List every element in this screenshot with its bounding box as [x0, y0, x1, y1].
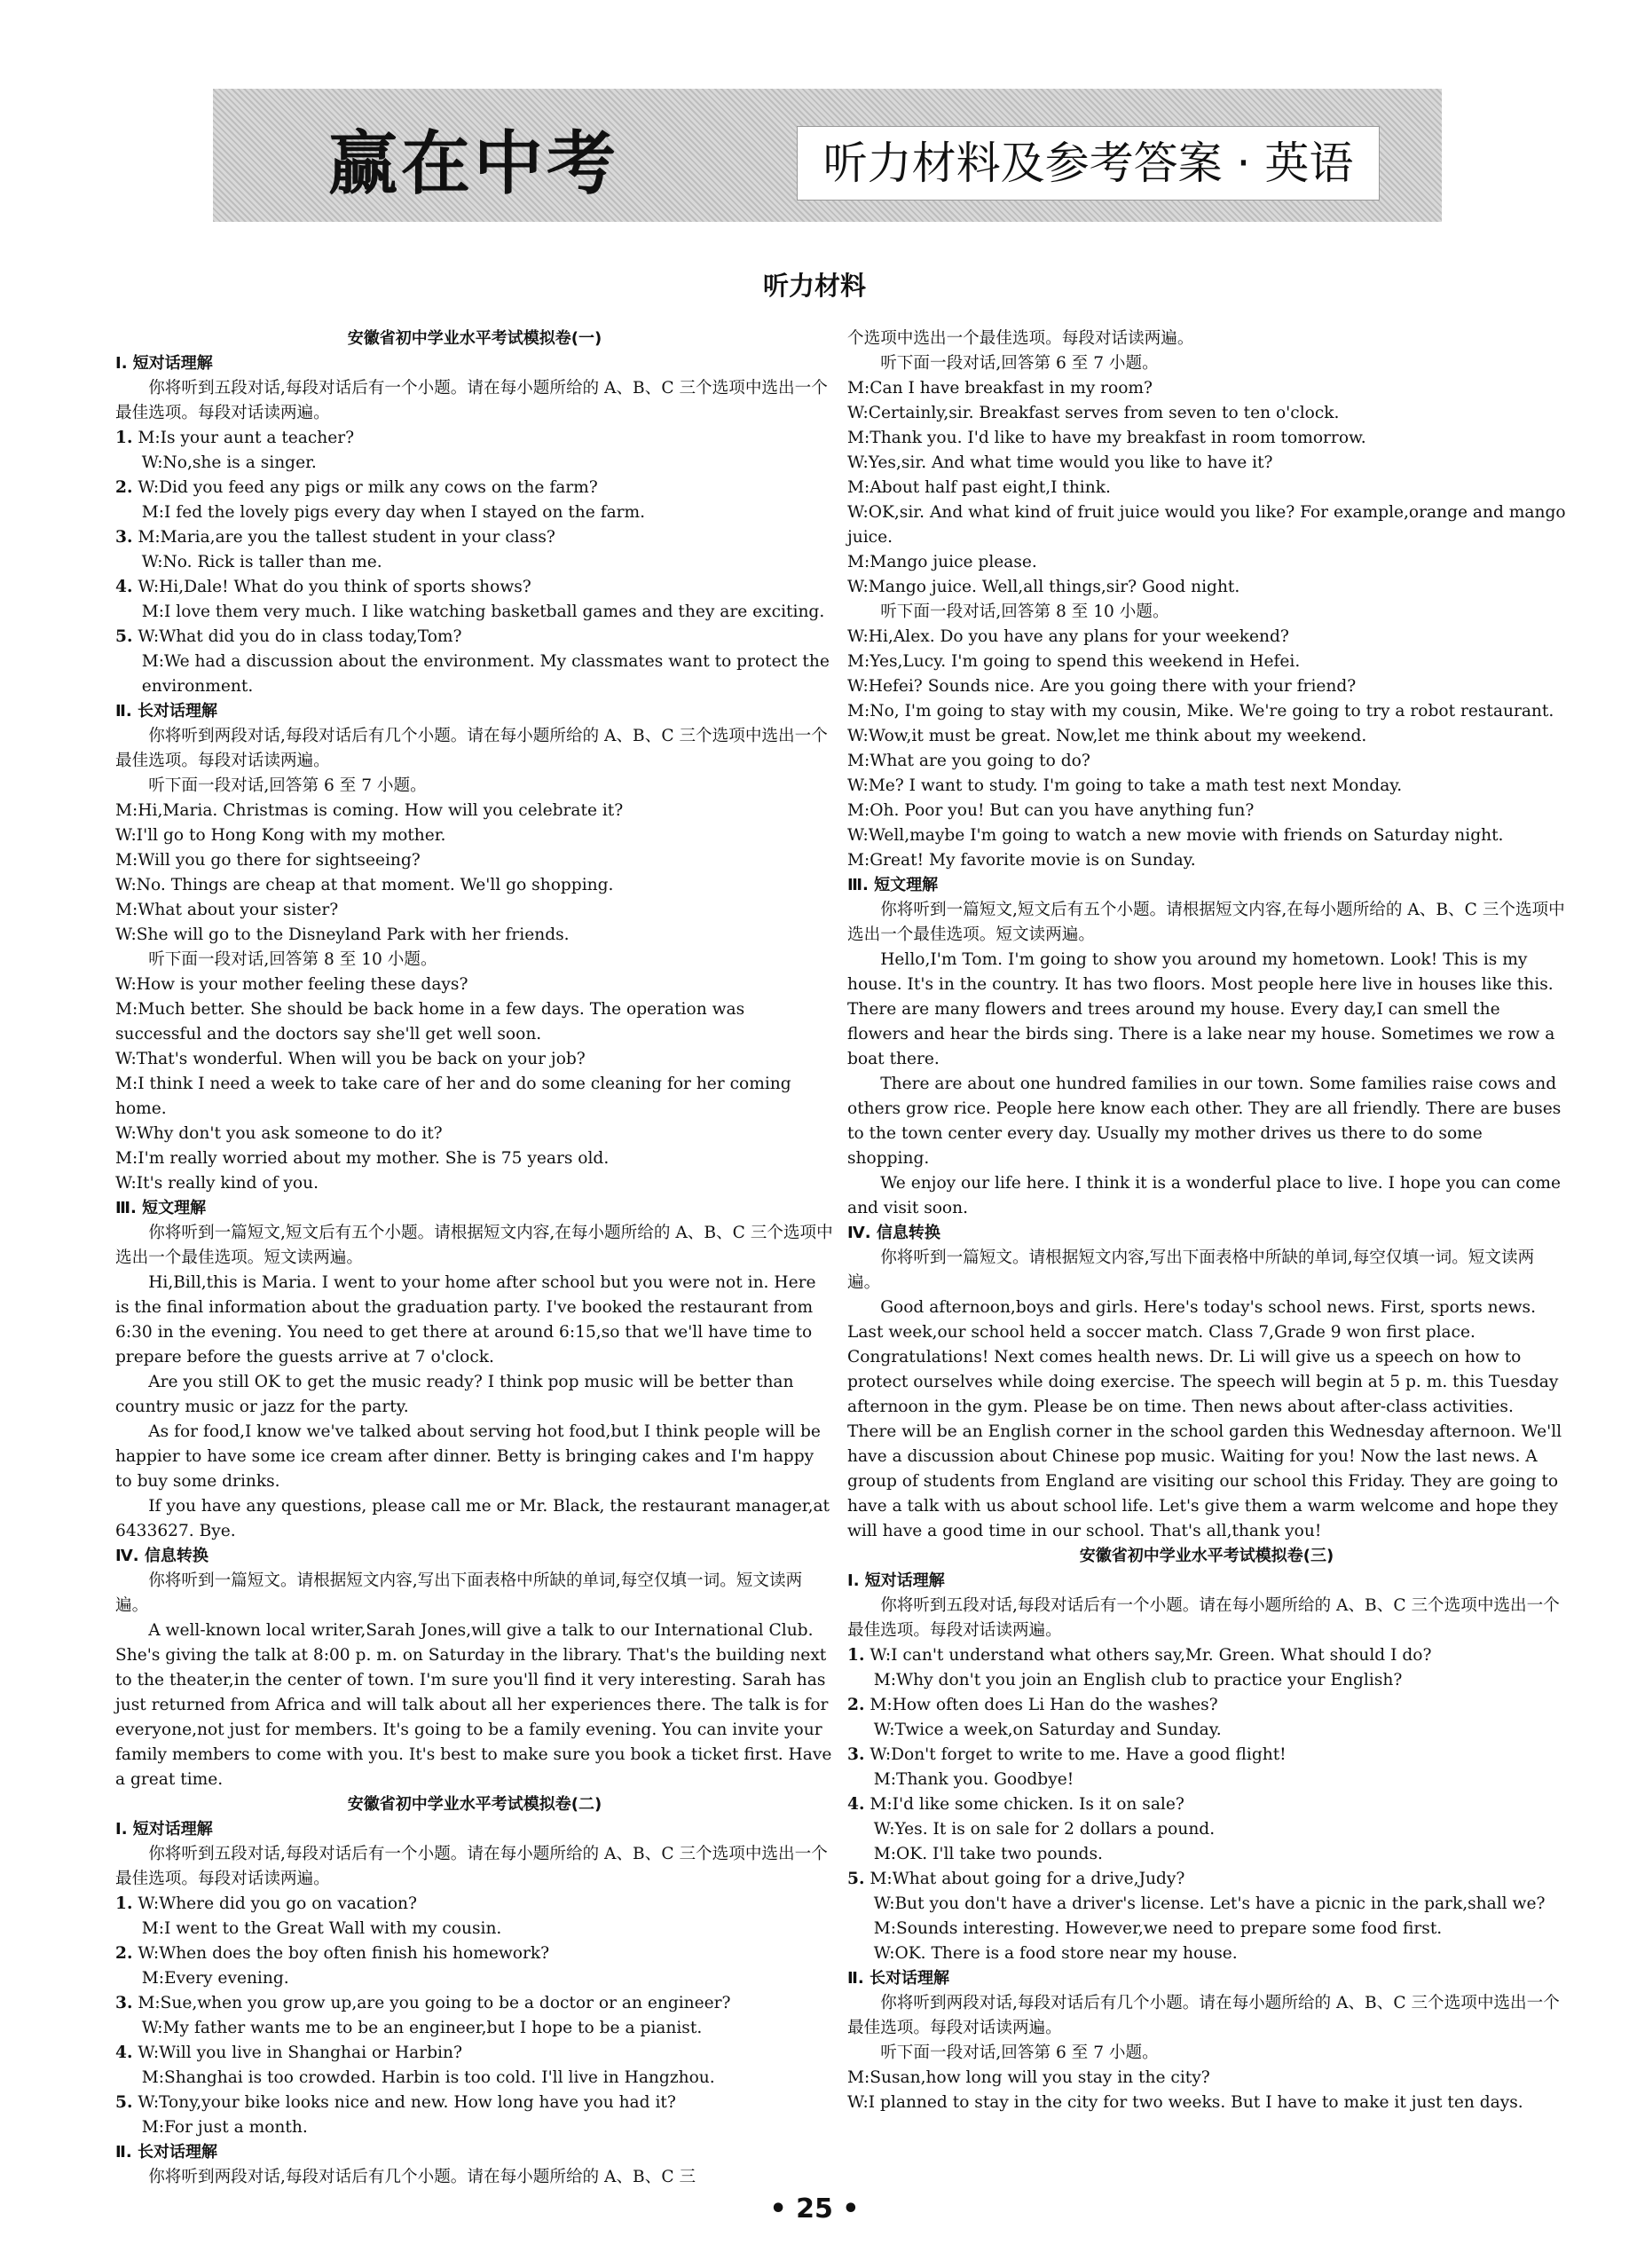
- dialogue-line: W:Well,maybe I'm going to watch a new movie with friends on Saturday night.: [847, 826, 1504, 845]
- question-line: [115, 2041, 834, 2066]
- paragraph: 你将听到五段对话,每段对话后有一个小题。请在每小题所给的 A、B、C 三个选项中选出一个最佳选项。每段对话读两遍。: [115, 1845, 828, 1888]
- dialogue-line: M:What about your sister?: [115, 901, 339, 919]
- question-text: M:What about going for a drive,Judy?: [864, 1870, 1185, 1888]
- dialogue-line: M:Oh. Poor you! But can you have anything fun?: [847, 801, 1255, 820]
- header-subtitle: 听力材料及参考答案 · 英语: [797, 126, 1380, 201]
- question-text: W:What did you do in class today,Tom?: [132, 627, 462, 646]
- dialogue-line: M:For just a month.: [141, 2118, 308, 2137]
- dialogue-line: M:No, I'm going to stay with my cousin, Mike. We're going to try a robot restaurant.: [847, 702, 1554, 721]
- dialogue-line: W:OK,sir. And what kind of fruit juice would you like? For example,orange and mango juice.: [847, 503, 1566, 547]
- paragraph: Hi,Bill,this is Maria. I went to your home after school but you were not in. Here is the final information about the graduation party. I've booked the restaurant from 6:30 in the evening. You need to get there at around 6:15,so that we'll have time to prepare before the guests arrive at 7 o'clock.: [115, 1273, 816, 1366]
- section-heading: Ⅰ. 短对话理解: [115, 1820, 213, 1839]
- paragraph: Good afternoon,boys and girls. Here's today's school news. First, sports news. Last week,our school held a soccer match. Class 7,Grade 9 won first place. Congratulations! Next comes health news. Dr. Li will give us a speech on how to protect ourselves while doing exercise. The speech will begin at 5 p. m. this Tuesday afternoon in the gym. Please be on time. Then news about after-class activities. There will be an English corner in the school garden this Wednesday afternoon. We'll have a discussion about Chinese pop music. Waiting for you! Now the last news. A group of students from England are visiting our school this Friday. They are going to have a talk with us about school life. Let's give them a warm welcome and hope they will have a good time in our school. That's all,thank you!: [847, 1298, 1562, 1540]
- dialogue-line: W:Hefei? Sounds nice. Are you going there with your friend?: [847, 677, 1357, 696]
- dialogue-line: W:OK. There is a food store near my house.: [873, 1944, 1238, 1963]
- question-line: [115, 575, 834, 600]
- question-number: 2.: [115, 478, 133, 497]
- dialogue-line: M:We had a discussion about the environment. My classmates want to protect the environment.: [141, 652, 830, 696]
- paragraph: 听下面一段对话,回答第 8 至 10 小题。: [148, 950, 437, 969]
- question-line: [847, 1643, 1566, 1668]
- question-number: 4.: [115, 2044, 133, 2062]
- dialogue-line: M:Can I have breakfast in my room?: [847, 379, 1153, 398]
- header-banner: [213, 89, 1442, 222]
- paragraph: 听下面一段对话,回答第 8 至 10 小题。: [880, 602, 1169, 621]
- question-number: 5.: [115, 2093, 133, 2112]
- dialogue-line: M:I'm really worried about my mother. She is 75 years old.: [115, 1149, 610, 1168]
- section-heading: Ⅱ. 长对话理解: [115, 702, 217, 721]
- paragraph: 你将听到一篇短文,短文后有五个小题。请根据短文内容,在每小题所给的 A、B、C 三个选项中选出一个最佳选项。短文读两遍。: [115, 1224, 833, 1267]
- question-number: 4.: [847, 1795, 865, 1814]
- dialogue-line: M:Mango juice please.: [847, 553, 1037, 571]
- exam-heading: 安徽省初中学业水平考试模拟卷(一): [347, 329, 602, 348]
- dialogue-line: M:Shanghai is too crowded. Harbin is too cold. I'll live in Hangzhou.: [141, 2068, 715, 2087]
- dialogue-line: W:My father wants me to be an engineer,but I hope to be a pianist.: [141, 2019, 703, 2037]
- dialogue-line: W:Me? I want to study. I'm going to take a math test next Monday.: [847, 776, 1403, 795]
- dialogue-line: M:Yes,Lucy. I'm going to spend this weekend in Hefei.: [847, 652, 1301, 671]
- question-line: [115, 1892, 834, 1917]
- brand-title: 赢在中考: [328, 124, 620, 204]
- paragraph: 你将听到一篇短文,短文后有五个小题。请根据短文内容,在每小题所给的 A、B、C 三个选项中选出一个最佳选项。短文读两遍。: [847, 901, 1565, 944]
- dialogue-line: 个选项中选出一个最佳选项。每段对话读两遍。: [847, 329, 1194, 348]
- paragraph: There are about one hundred families in our town. Some families raise cows and others grow rice. People here know each other. They are all friendly. There are buses to the town center every day. Usually my mother drives us there to do some shopping.: [847, 1075, 1562, 1168]
- dialogue-line: M:Why don't you join an English club to practice your English?: [873, 1671, 1403, 1689]
- exam-heading: 安徽省初中学业水平考试模拟卷(二): [347, 1795, 602, 1814]
- question-text: W:Where did you go on vacation?: [132, 1894, 417, 1913]
- section-heading: Ⅳ. 信息转换: [115, 1547, 209, 1565]
- dialogue-line: M:Thank you. Goodbye!: [873, 1770, 1074, 1789]
- question-text: W:Did you feed any pigs or milk any cows on the farm?: [132, 478, 598, 497]
- dialogue-line: M:I fed the lovely pigs every day when I stayed on the farm.: [141, 503, 646, 522]
- paragraph: 你将听到一篇短文。请根据短文内容,写出下面表格中所缺的单词,每空仅填一词。短文读两遍。: [115, 1571, 803, 1615]
- dialogue-line: W:How is your mother feeling these days?: [115, 975, 468, 994]
- paragraph: 你将听到一篇短文。请根据短文内容,写出下面表格中所缺的单词,每空仅填一词。短文读两遍。: [847, 1248, 1535, 1292]
- question-number: 2.: [115, 1944, 133, 1963]
- dialogue-line: W:No,she is a singer.: [141, 453, 317, 472]
- question-number: 1.: [115, 1894, 133, 1913]
- paragraph: 你将听到两段对话,每段对话后有几个小题。请在每小题所给的 A、B、C 三个选项中选出一个最佳选项。每段对话读两遍。: [847, 1994, 1560, 2037]
- dialogue-line: W:But you don't have a driver's license. Let's have a picnic in the park,shall we?: [873, 1894, 1546, 1913]
- question-number: 4.: [115, 578, 133, 596]
- dialogue-line: M:About half past eight,I think.: [847, 478, 1111, 497]
- dialogue-line: W:Twice a week,on Saturday and Sunday.: [873, 1721, 1222, 1739]
- dialogue-line: M:Susan,how long will you stay in the city?: [847, 2068, 1210, 2087]
- question-number: 5.: [847, 1870, 865, 1888]
- question-line: [115, 2091, 834, 2115]
- paragraph: 听下面一段对话,回答第 6 至 7 小题。: [880, 2044, 1159, 2062]
- paragraph: Hello,I'm Tom. I'm going to show you around my hometown. Look! This is my house. It's in the country. It has two floors. Most people here live in houses like this. There are many flowers and trees around my house. Every day,I can smell the flowers and hear the birds sing. There is a lake near my house. Sometimes we row a boat there.: [847, 950, 1555, 1068]
- question-number: 5.: [115, 627, 133, 646]
- paragraph: 你将听到两段对话,每段对话后有几个小题。请在每小题所给的 A、B、C 三个选项中选出一个最佳选项。每段对话读两遍。: [115, 727, 828, 770]
- paragraph: We enjoy our life here. I think it is a wonderful place to live. I hope you can come and visit soon.: [847, 1174, 1562, 1217]
- right-column: [847, 327, 1566, 2115]
- dialogue-line: M:OK. I'll take two pounds.: [873, 1845, 1103, 1863]
- dialogue-line: M:Sounds interesting. However,we need to prepare some food first.: [873, 1919, 1443, 1938]
- dialogue-line: M:I think I need a week to take care of her and do some cleaning for her coming home.: [115, 1075, 791, 1118]
- question-text: M:Sue,when you grow up,are you going to be a doctor or an engineer?: [132, 1994, 731, 2012]
- question-line: [115, 625, 834, 650]
- question-text: M:Maria,are you the tallest student in your class?: [132, 528, 555, 547]
- question-line: [115, 525, 834, 550]
- section-title: 听力材料: [762, 271, 866, 301]
- paragraph: 你将听到两段对话,每段对话后有几个小题。请在每小题所给的 A、B、C 三: [148, 2168, 696, 2186]
- paragraph: If you have any questions, please call me or Mr. Black, the restaurant manager,at 6433627. Bye.: [115, 1497, 830, 1540]
- section-heading: Ⅰ. 短对话理解: [115, 354, 213, 373]
- dialogue-line: W:No. Rick is taller than me.: [141, 553, 382, 571]
- dialogue-line: W:Mango juice. Well,all things,sir? Good night.: [847, 578, 1240, 596]
- dialogue-line: M:Every evening.: [141, 1969, 289, 1988]
- paragraph: A well-known local writer,Sarah Jones,will give a talk to our International Club. She's giving the talk at 8:00 p. m. on Saturday in the library. That's the building next to the theater,in the center of town. I'm sure you'll find it very interesting. Sarah has just returned from Africa and will talk about all her experiences there. The talk is for everyone,not just for members. It's going to be a family evening. You can invite your family members to come with you. It's best to make sure you book a ticket first. Have a great time.: [115, 1621, 832, 1789]
- dialogue-line: M:Thank you. I'd like to have my breakfast in room tomorrow.: [847, 429, 1366, 447]
- dialogue-line: W:Wow,it must be great. Now,let me think about my weekend.: [847, 727, 1367, 745]
- question-line: [847, 1693, 1566, 1718]
- question-text: W:Don't forget to write to me. Have a good flight!: [864, 1745, 1287, 1764]
- paragraph: 听下面一段对话,回答第 6 至 7 小题。: [880, 354, 1159, 373]
- question-line: [847, 1867, 1566, 1892]
- dialogue-line: W:Yes. It is on sale for 2 dollars a pound.: [873, 1820, 1216, 1839]
- question-text: W:Hi,Dale! What do you think of sports shows?: [132, 578, 531, 596]
- dialogue-line: W:It's really kind of you.: [115, 1174, 319, 1193]
- dialogue-line: M:Will you go there for sightseeing?: [115, 851, 421, 870]
- section-heading: Ⅱ. 长对话理解: [847, 1969, 949, 1988]
- question-line: [115, 1991, 834, 2016]
- section-heading: Ⅲ. 短文理解: [115, 1199, 207, 1217]
- section-heading: Ⅰ. 短对话理解: [847, 1571, 945, 1590]
- question-number: 3.: [115, 528, 133, 547]
- exam-heading: 安徽省初中学业水平考试模拟卷(三): [1079, 1547, 1334, 1565]
- paragraph: 你将听到五段对话,每段对话后有一个小题。请在每小题所给的 A、B、C 三个选项中选出一个最佳选项。每段对话读两遍。: [847, 1596, 1560, 1640]
- page-number: • 25 •: [769, 2193, 860, 2225]
- dialogue-line: M:What are you going to do?: [847, 752, 1090, 770]
- paragraph: As for food,I know we've talked about serving hot food,but I think people will be happier to have some ice cream after dinner. Betty is bringing cakes and I'm happy to buy some drinks.: [115, 1422, 821, 1491]
- question-number: 2.: [847, 1696, 865, 1714]
- question-line: [847, 1743, 1566, 1768]
- dialogue-line: W:No. Things are cheap at that moment. We'll go shopping.: [115, 876, 614, 894]
- question-text: W:Will you live in Shanghai or Harbin?: [132, 2044, 462, 2062]
- question-number: 1.: [847, 1646, 865, 1665]
- question-text: W:When does the boy often finish his homework?: [132, 1944, 550, 1963]
- dialogue-line: W:She will go to the Disneyland Park with her friends.: [115, 925, 570, 944]
- section-heading: Ⅱ. 长对话理解: [115, 2143, 217, 2162]
- question-line: [115, 426, 834, 451]
- question-text: W:I can't understand what others say,Mr. Green. What should I do?: [864, 1646, 1432, 1665]
- dialogue-line: M:I went to the Great Wall with my cousin.: [141, 1919, 502, 1938]
- section-heading: Ⅳ. 信息转换: [847, 1224, 940, 1242]
- question-text: W:Tony,your bike looks nice and new. How long have you had it?: [132, 2093, 676, 2112]
- dialogue-line: W:Certainly,sir. Breakfast serves from seven to ten o'clock.: [847, 404, 1340, 422]
- question-number: 3.: [847, 1745, 865, 1764]
- question-number: 1.: [115, 429, 133, 447]
- question-text: M:Is your aunt a teacher?: [132, 429, 355, 447]
- paragraph: Are you still OK to get the music ready? I think pop music will be better than country music or jazz for the party.: [115, 1373, 794, 1416]
- question-text: M:How often does Li Han do the washes?: [864, 1696, 1218, 1714]
- question-line: [115, 1941, 834, 1966]
- paragraph: 你将听到五段对话,每段对话后有一个小题。请在每小题所给的 A、B、C 三个选项中选出一个最佳选项。每段对话读两遍。: [115, 379, 828, 422]
- question-line: [847, 1792, 1566, 1817]
- dialogue-line: W:Why don't you ask someone to do it?: [115, 1124, 443, 1143]
- dialogue-line: W:I planned to stay in the city for two weeks. But I have to make it just ten days.: [847, 2093, 1523, 2112]
- dialogue-line: W:I'll go to Hong Kong with my mother.: [115, 826, 446, 845]
- question-text: M:I'd like some chicken. Is it on sale?: [864, 1795, 1184, 1814]
- dialogue-line: M:Much better. She should be back home in a few days. The operation was successful and the doctors say she'll get well soon.: [115, 1000, 745, 1043]
- section-heading: Ⅲ. 短文理解: [847, 876, 939, 894]
- dialogue-line: W:That's wonderful. When will you be back on your job?: [115, 1050, 586, 1068]
- question-line: [115, 476, 834, 500]
- paragraph: 听下面一段对话,回答第 6 至 7 小题。: [148, 776, 427, 795]
- dialogue-line: W:Hi,Alex. Do you have any plans for your weekend?: [847, 627, 1289, 646]
- dialogue-line: M:I love them very much. I like watching basketball games and they are exciting.: [141, 602, 825, 621]
- dialogue-line: W:Yes,sir. And what time would you like to have it?: [847, 453, 1273, 472]
- question-number: 3.: [115, 1994, 133, 2012]
- left-column: [115, 327, 834, 2190]
- dialogue-line: M:Great! My favorite movie is on Sunday.: [847, 851, 1196, 870]
- dialogue-line: M:Hi,Maria. Christmas is coming. How will you celebrate it?: [115, 801, 624, 820]
